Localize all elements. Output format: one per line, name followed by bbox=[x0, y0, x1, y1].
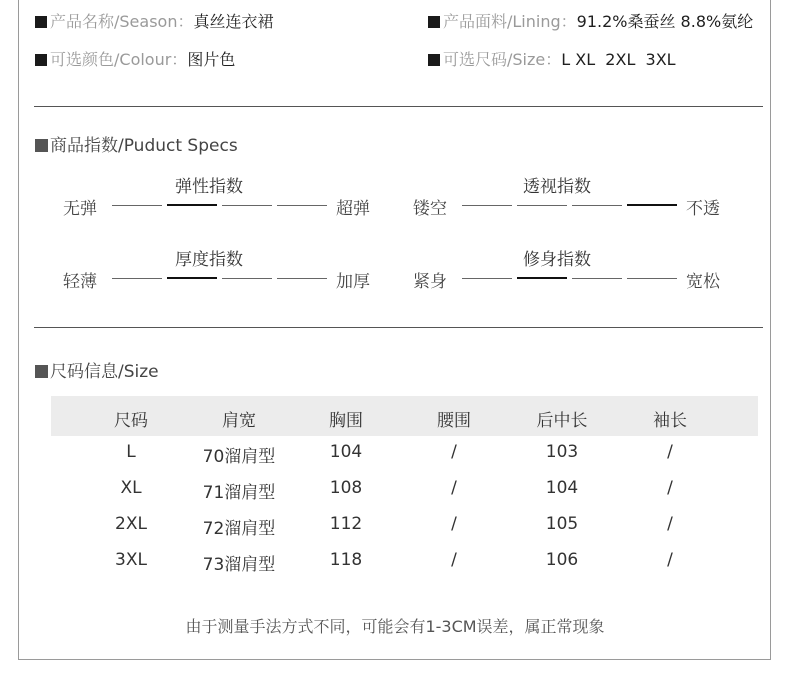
table-cell: 118 bbox=[329, 550, 363, 570]
scale-transparency bbox=[413, 172, 733, 222]
scale-segment bbox=[462, 205, 512, 206]
scale-left-label: 轻薄 bbox=[63, 272, 97, 292]
scale-right-label: 加厚 bbox=[336, 272, 370, 292]
table-cell: 2XL bbox=[115, 514, 147, 534]
scale-segment bbox=[462, 278, 512, 279]
scale-segment-selected bbox=[167, 277, 217, 279]
table-cell: 73溜肩型 bbox=[202, 555, 276, 575]
table-cell: 72溜肩型 bbox=[202, 519, 276, 539]
bullet-square-icon bbox=[428, 54, 440, 66]
bullet-square-icon bbox=[35, 16, 47, 28]
size-value: L XL 2XL 3XL bbox=[561, 50, 676, 69]
table-cell: / bbox=[451, 514, 457, 534]
scale-segment bbox=[627, 278, 677, 279]
scale-title: 透视指数 bbox=[523, 177, 591, 197]
table-header-cell: 肩宽 bbox=[222, 411, 256, 431]
fabric-value: 91.2%桑蚕丝 8.8%氨纶 bbox=[576, 12, 754, 31]
product-name-value: 真丝连衣裙 bbox=[193, 12, 274, 31]
table-cell: 106 bbox=[545, 550, 579, 570]
table-cell: / bbox=[667, 478, 673, 498]
scale-title: 厚度指数 bbox=[175, 250, 243, 270]
scale-fit bbox=[413, 245, 733, 295]
bullet-square-icon bbox=[35, 54, 47, 66]
scale-title: 修身指数 bbox=[523, 250, 591, 270]
product-name-label: 产品名称/Season： bbox=[50, 12, 194, 31]
table-cell: / bbox=[667, 442, 673, 462]
scale-segment-selected bbox=[167, 204, 217, 206]
bullet-square-icon bbox=[35, 139, 48, 152]
scale-segment bbox=[572, 205, 622, 206]
table-header-cell: 胸围 bbox=[329, 411, 363, 431]
scale-elasticity bbox=[63, 172, 383, 222]
table-cell: 105 bbox=[545, 514, 579, 534]
bullet-square-icon bbox=[35, 365, 48, 378]
scale-segment bbox=[222, 205, 272, 206]
table-cell: 71溜肩型 bbox=[202, 483, 276, 503]
scale-segment bbox=[277, 205, 327, 206]
size-title-text: 尺码信息/Size bbox=[50, 362, 159, 382]
info-size bbox=[428, 47, 676, 70]
table-cell: / bbox=[451, 442, 457, 462]
table-header-cell: 袖长 bbox=[653, 411, 687, 431]
table-cell: 103 bbox=[545, 442, 579, 462]
table-cell: 104 bbox=[329, 442, 363, 462]
info-colour bbox=[35, 47, 235, 70]
fabric-label: 产品面料/Lining： bbox=[443, 12, 577, 31]
bullet-square-icon bbox=[428, 16, 440, 28]
table-header-cell: 后中长 bbox=[536, 411, 588, 431]
info-product-name bbox=[35, 9, 273, 32]
colour-label: 可选颜色/Colour： bbox=[50, 50, 188, 69]
scale-segment bbox=[572, 278, 622, 279]
scale-segment bbox=[112, 278, 162, 279]
measurement-note: 由于测量手法方式不同，可能会有1-3CM误差，属正常现象 bbox=[185, 617, 605, 636]
table-cell: / bbox=[667, 514, 673, 534]
scale-left-label: 无弹 bbox=[63, 199, 97, 219]
divider bbox=[34, 106, 763, 107]
divider bbox=[34, 327, 763, 328]
table-cell: / bbox=[667, 550, 673, 570]
table-cell: / bbox=[451, 478, 457, 498]
scale-segment-selected bbox=[517, 277, 567, 279]
scale-segment bbox=[112, 205, 162, 206]
table-cell: 104 bbox=[545, 478, 579, 498]
scale-segment bbox=[277, 278, 327, 279]
size-section-title bbox=[35, 357, 159, 382]
scale-left-label: 镂空 bbox=[413, 199, 447, 219]
scale-right-label: 超弹 bbox=[336, 199, 370, 219]
scale-thickness bbox=[63, 245, 383, 295]
table-cell: 70溜肩型 bbox=[202, 447, 276, 467]
table-cell: / bbox=[451, 550, 457, 570]
scale-title: 弹性指数 bbox=[175, 177, 243, 197]
scale-segment-selected bbox=[627, 204, 677, 206]
specs-title-text: 商品指数/Puduct Specs bbox=[50, 136, 238, 156]
scale-left-label: 紧身 bbox=[413, 272, 447, 292]
scale-segment bbox=[517, 205, 567, 206]
table-cell: XL bbox=[120, 478, 142, 498]
table-cell: 108 bbox=[329, 478, 363, 498]
scale-segment bbox=[222, 278, 272, 279]
specs-section-title bbox=[35, 131, 238, 156]
table-cell: 3XL bbox=[115, 550, 147, 570]
table-header-cell: 尺码 bbox=[114, 411, 148, 431]
table-cell: 112 bbox=[329, 514, 363, 534]
scale-right-label: 宽松 bbox=[686, 272, 720, 292]
table-cell: L bbox=[126, 442, 136, 462]
size-table-header bbox=[51, 396, 758, 436]
size-label: 可选尺码/Size： bbox=[443, 50, 562, 69]
info-fabric bbox=[428, 9, 753, 32]
scale-right-label: 不透 bbox=[686, 199, 720, 219]
colour-value: 图片色 bbox=[187, 50, 236, 69]
table-header-cell: 腰围 bbox=[437, 411, 471, 431]
